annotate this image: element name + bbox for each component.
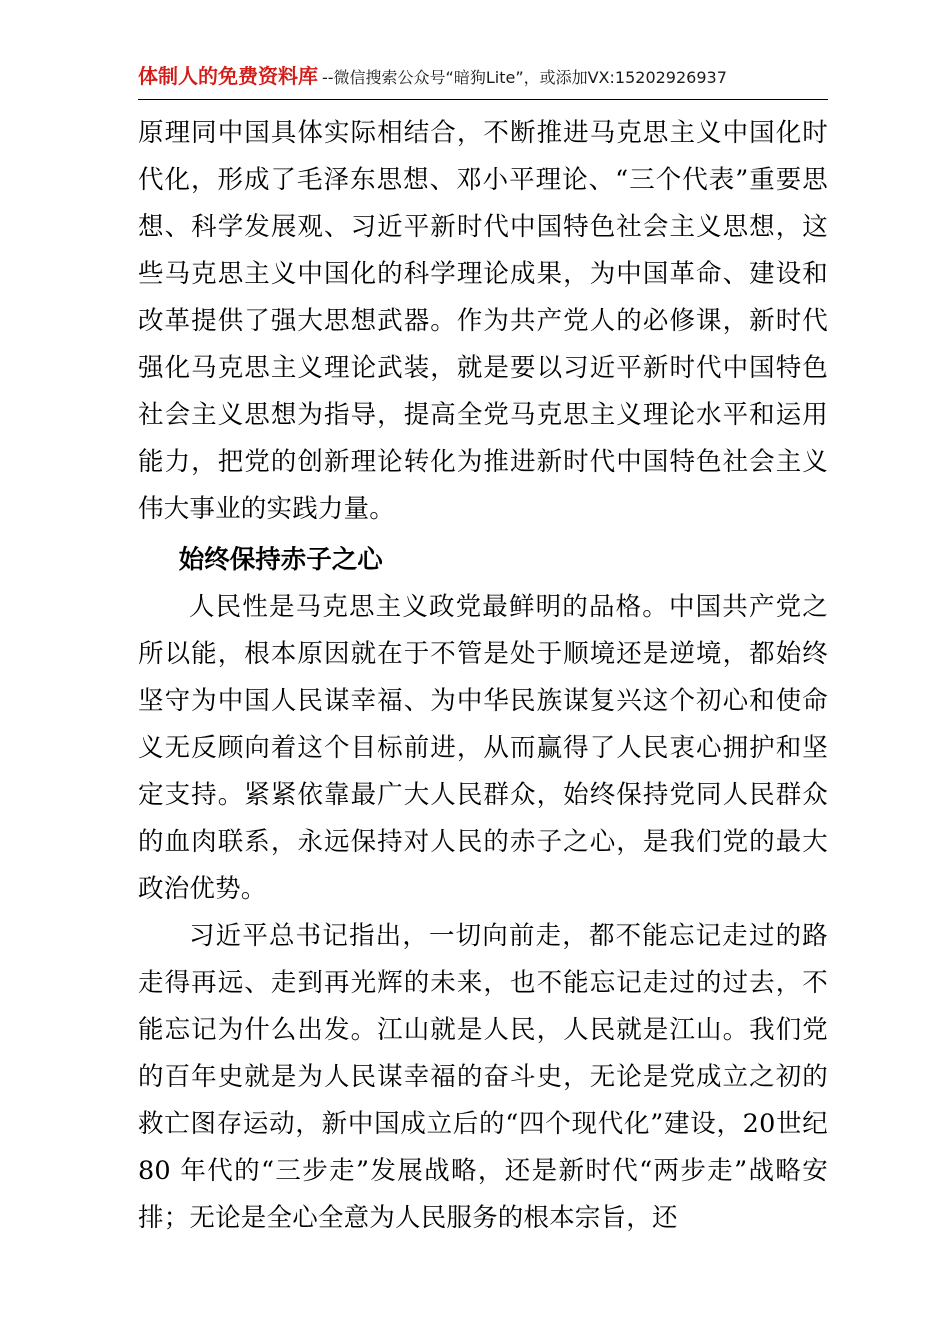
paragraph-2: 人民性是马克思主义政党最鲜明的品格。中国共产党之所以能，根本原因就在于不管是处于顺境还是逆境，都始终坚守为中国人民谋幸福、为中华民族谋复兴这个初心和使命义无反顾向着这个目标前进，从而赢得了人民衷心拥护和坚定支持。紧紧依靠最广大人民群众，始终保持党同人民群众的血肉联系，永远保持对人民的赤子之心，是我们党的最大政治优势。 [138,592,828,904]
document-content [138,60,828,1242]
header-divider [138,99,828,100]
paragraph-1: 原理同中国具体实际相结合，不断推进马克思主义中国化时代化，形成了毛泽东思想、邓小平理论、“三个代表”重要思想、科学发展观、习近平新时代中国特色社会主义思想，这些马克思主义中国化的科学理论成果，为中国革命、建设和改革提供了强大思想武器。作为共产党人的必修课，新时代强化马克思主义理论武装，就是要以习近平新时代中国特色社会主义思想为指导，提高全党马克思主义理论水平和运用能力，把党的创新理论转化为推进新时代中国特色社会主义伟大事业的实践力量。 [138,118,828,524]
watermark-header [138,60,828,89]
watermark-contact: --微信搜索公众号“暗狗Lite”，或添加VX:15202926937 [322,68,727,87]
paragraph-3: 习近平总书记指出，一切向前走，都不能忘记走过的路走得再远、走到再光辉的未来，也不能忘记走过的过去，不能忘记为什么出发。江山就是人民，人民就是江山。我们党的百年史就是为人民谋幸福的奋斗史，无论是党成立之初的救亡图存运动，新中国成立后的“四个现代化”建设，20世纪 80 年代的“三步走”发展战略，还是新时代“两步走”战略安排；无论是全心全意为人民服务的根本宗旨，还 [138,921,828,1233]
watermark-brand: 体制人的免费资料库 [138,64,318,88]
section-heading: 始终保持赤子之心 [178,545,383,575]
